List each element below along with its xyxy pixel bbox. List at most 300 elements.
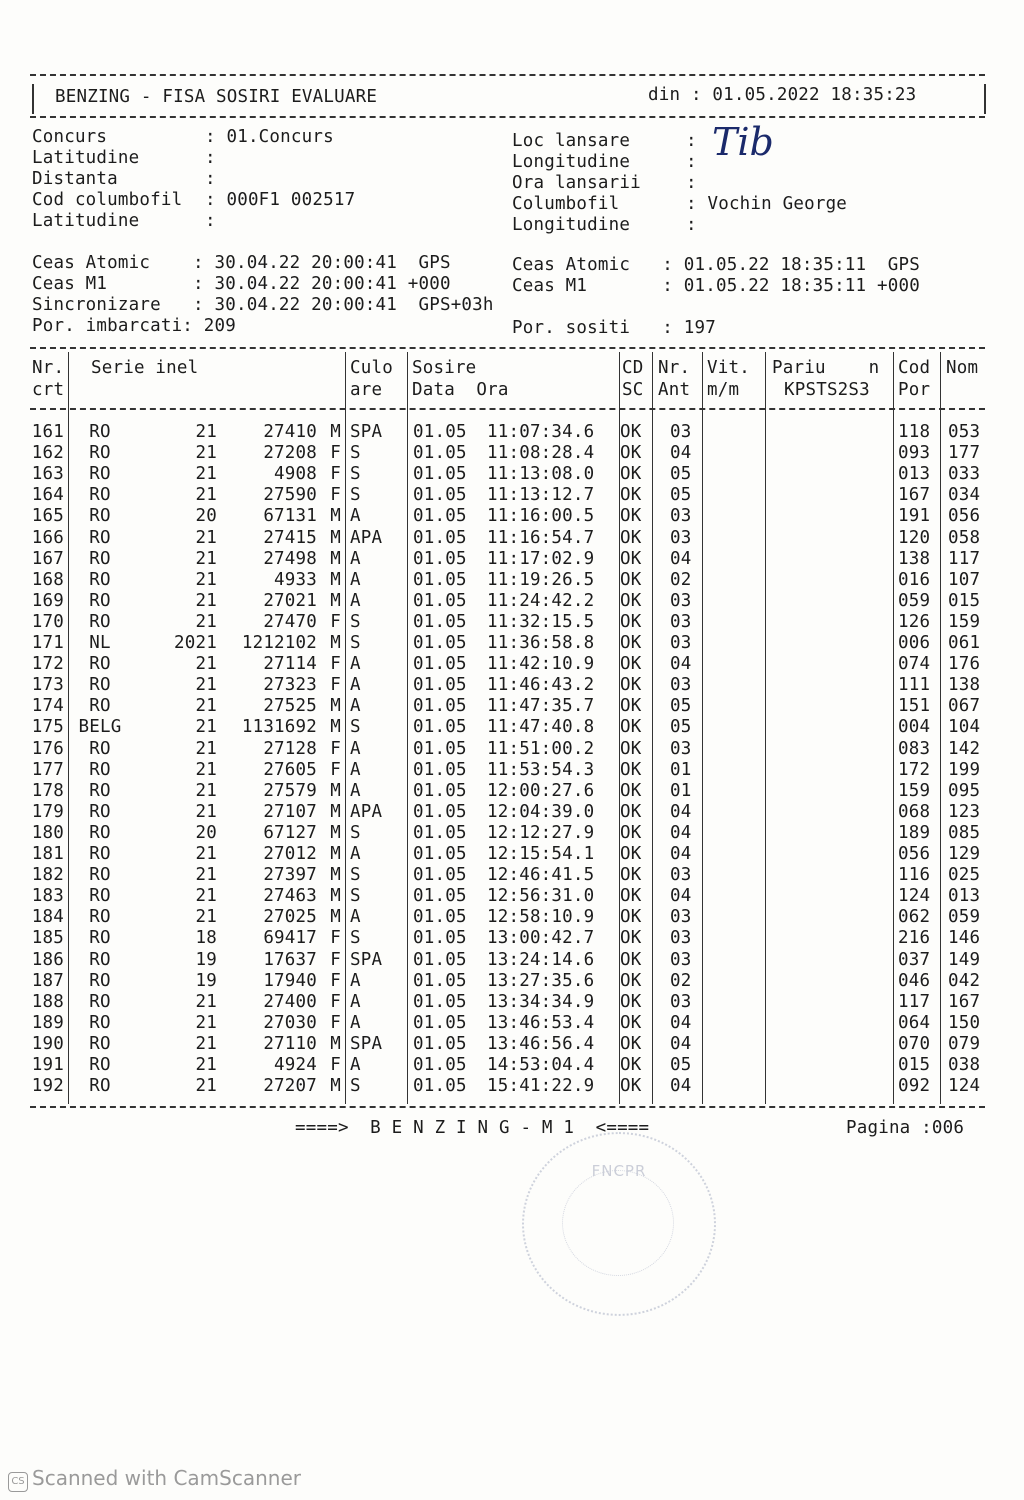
antenna: 03 (670, 907, 692, 928)
arrival-time: 11:07:34.6 (487, 422, 595, 442)
code-por: 159 (898, 780, 931, 801)
table-row (30, 844, 985, 865)
sex: M (330, 907, 341, 928)
ring-number: 27110 (263, 1033, 317, 1054)
nom: 129 (948, 844, 981, 864)
column-separator (765, 352, 766, 1104)
ring-number: 27400 (263, 991, 317, 1012)
arrival-time: 15:41:22.9 (487, 1076, 595, 1097)
nom: 124 (948, 1076, 981, 1097)
sex: M (330, 1033, 341, 1054)
nom: 025 (948, 865, 981, 886)
ring-number: 27410 (263, 422, 317, 442)
table-row (30, 443, 985, 464)
info-label: Distanta (32, 169, 118, 189)
ring-number: 27207 (263, 1076, 317, 1097)
code-por: 068 (898, 801, 931, 822)
color: A (350, 590, 361, 611)
table-header-rule (30, 408, 985, 410)
cd-status: OK (620, 590, 642, 611)
sex: F (330, 654, 341, 675)
arrival-date: 01.05 (413, 527, 467, 548)
header-vit-line2: m/m (707, 380, 740, 400)
nom: 038 (948, 1055, 981, 1075)
ring-year: 2021 (174, 633, 217, 653)
code-por: 138 (898, 548, 931, 569)
ring-number: 27128 (263, 738, 317, 759)
table-row (30, 950, 985, 971)
color: S (350, 865, 361, 886)
header-cod-line2: Por (898, 380, 931, 400)
info-value: : (686, 173, 697, 193)
ring-number: 27030 (263, 1012, 317, 1033)
table-row (30, 485, 985, 506)
arrival-date: 01.05 (413, 422, 467, 442)
color: APA (350, 527, 383, 548)
nom: 138 (948, 675, 981, 696)
table-row (30, 1034, 985, 1055)
ring-country: RO (89, 780, 111, 801)
antenna: 03 (670, 865, 692, 886)
ring-country: RO (89, 443, 111, 464)
arrival-time: 12:12:27.9 (487, 822, 595, 843)
arrival-date: 01.05 (413, 696, 467, 717)
row-number: 161 (31, 422, 64, 442)
ring-country: RO (89, 1012, 111, 1033)
header-sosire: Sosire (412, 358, 477, 378)
row-number: 187 (31, 970, 64, 991)
row-number: 186 (31, 949, 64, 970)
arrival-time: 11:46:43.2 (487, 675, 595, 696)
code-por: 070 (898, 1033, 931, 1054)
ring-country: RO (89, 675, 111, 696)
ring-country: RO (89, 422, 111, 442)
table-row (30, 971, 985, 992)
arrival-date: 01.05 (413, 590, 467, 611)
table-row (30, 886, 985, 907)
table-row (30, 760, 985, 781)
code-por: 046 (898, 970, 931, 991)
ring-country: RO (89, 569, 111, 590)
table-row (30, 528, 985, 549)
cd-status: OK (620, 1076, 642, 1097)
ring-year: 21 (195, 1055, 217, 1075)
nom: 059 (948, 907, 981, 928)
header-nrant: Nr. (658, 358, 691, 378)
row-number: 169 (31, 590, 64, 611)
cd-status: OK (620, 569, 642, 590)
nom: 107 (948, 569, 981, 590)
column-separator (407, 352, 408, 1104)
code-por: 124 (898, 886, 931, 907)
antenna: 03 (670, 949, 692, 970)
nom: 176 (948, 654, 981, 675)
info-label: Longitudine (512, 215, 631, 235)
table-row (30, 591, 985, 612)
nom: 199 (948, 759, 981, 780)
ring-year: 20 (195, 822, 217, 843)
arrival-time: 11:13:12.7 (487, 485, 595, 506)
header-nom: Nom (946, 358, 979, 378)
sex: F (330, 738, 341, 759)
arrival-time: 11:36:58.8 (487, 633, 595, 653)
nom: 104 (948, 717, 981, 738)
clock-line: Por. sositi : 197 (512, 318, 716, 338)
nom: 013 (948, 886, 981, 907)
sex: F (330, 485, 341, 506)
code-por: 083 (898, 738, 931, 759)
clock-line: Por. imbarcati: 209 (32, 316, 236, 336)
ring-country: RO (89, 1076, 111, 1097)
table-row (30, 865, 985, 886)
arrival-time: 11:51:00.2 (487, 738, 595, 759)
sex: F (330, 928, 341, 949)
arrival-date: 01.05 (413, 1033, 467, 1054)
ring-number: 27012 (263, 844, 317, 864)
ring-year: 21 (195, 485, 217, 506)
code-por: 118 (898, 422, 931, 442)
row-number: 189 (31, 1012, 64, 1033)
table-row (30, 696, 985, 717)
antenna: 04 (670, 1076, 692, 1097)
cd-status: OK (620, 949, 642, 970)
arrival-date: 01.05 (413, 801, 467, 822)
stamp-inner-ring (562, 1170, 674, 1276)
ring-number: 27397 (263, 865, 317, 886)
ring-country: RO (89, 548, 111, 569)
ring-country: NL (89, 633, 111, 653)
arrival-time: 14:53:04.4 (487, 1055, 595, 1075)
ring-year: 21 (195, 1076, 217, 1097)
arrival-time: 12:56:31.0 (487, 886, 595, 907)
cd-status: OK (620, 801, 642, 822)
code-por: 062 (898, 907, 931, 928)
ring-number: 27590 (263, 485, 317, 506)
antenna: 05 (670, 717, 692, 738)
code-por: 013 (898, 464, 931, 485)
color: A (350, 696, 361, 717)
ring-year: 21 (195, 590, 217, 611)
nom: 056 (948, 506, 981, 527)
arrival-time: 11:13:08.0 (487, 464, 595, 485)
ring-country: RO (89, 611, 111, 632)
code-por: 093 (898, 443, 931, 464)
ring-number: 17637 (263, 949, 317, 970)
antenna: 04 (670, 1033, 692, 1054)
ring-country: RO (89, 865, 111, 886)
arrival-time: 11:16:00.5 (487, 506, 595, 527)
sex: M (330, 780, 341, 801)
info-value: : (686, 215, 697, 235)
ring-number: 27114 (263, 654, 317, 675)
code-por: 172 (898, 759, 931, 780)
ring-country: RO (89, 464, 111, 485)
code-por: 064 (898, 1012, 931, 1033)
color: S (350, 1076, 361, 1097)
arrival-date: 01.05 (413, 991, 467, 1012)
info-label: Cod columbofil (32, 190, 183, 210)
arrival-date: 01.05 (413, 485, 467, 506)
nom: 117 (948, 548, 981, 569)
sex: M (330, 822, 341, 843)
cd-status: OK (620, 548, 642, 569)
stamp-text: FNCPR (591, 1162, 647, 1180)
color: SPA (350, 949, 383, 970)
color: A (350, 548, 361, 569)
antenna: 04 (670, 443, 692, 464)
color: A (350, 1012, 361, 1033)
arrival-date: 01.05 (413, 611, 467, 632)
antenna: 05 (670, 1055, 692, 1075)
cd-status: OK (620, 886, 642, 907)
nom: 061 (948, 633, 981, 653)
arrival-date: 01.05 (413, 1055, 467, 1075)
info-value: : 01.Concurs (205, 127, 334, 147)
sex: M (330, 569, 341, 590)
nom: 123 (948, 801, 981, 822)
clock-line: Sincronizare : 30.04.22 20:00:41 GPS+03h (32, 295, 494, 315)
arrival-time: 12:15:54.1 (487, 844, 595, 864)
code-por: 004 (898, 717, 931, 738)
ring-year: 21 (195, 527, 217, 548)
ring-number: 4908 (274, 464, 317, 485)
sex: F (330, 949, 341, 970)
cd-status: OK (620, 991, 642, 1012)
arrival-date: 01.05 (413, 1012, 467, 1033)
code-por: 092 (898, 1076, 931, 1097)
cd-status: OK (620, 1033, 642, 1054)
ring-year: 21 (195, 422, 217, 442)
antenna: 03 (670, 675, 692, 696)
code-por: 167 (898, 485, 931, 506)
row-number: 190 (31, 1033, 64, 1054)
arrival-time: 13:27:35.6 (487, 970, 595, 991)
arrival-date: 01.05 (413, 464, 467, 485)
info-value: : (205, 148, 216, 168)
ring-number: 27323 (263, 675, 317, 696)
ring-year: 21 (195, 654, 217, 675)
ring-number: 27579 (263, 780, 317, 801)
ring-year: 21 (195, 443, 217, 464)
arrival-time: 13:34:34.9 (487, 991, 595, 1012)
antenna: 04 (670, 548, 692, 569)
header-cd-line2: SC (622, 380, 644, 400)
info-value: : (205, 211, 216, 231)
code-por: 056 (898, 844, 931, 864)
ring-number: 67127 (263, 822, 317, 843)
nom: 033 (948, 464, 981, 485)
info-value: : (686, 152, 697, 172)
sex: M (330, 422, 341, 442)
arrival-time: 11:42:10.9 (487, 654, 595, 675)
color: S (350, 928, 361, 949)
ring-year: 21 (195, 759, 217, 780)
antenna: 04 (670, 822, 692, 843)
code-por: 016 (898, 569, 931, 590)
antenna: 03 (670, 738, 692, 759)
ring-year: 18 (195, 928, 217, 949)
ring-number: 27498 (263, 548, 317, 569)
code-por: 126 (898, 611, 931, 632)
code-por: 074 (898, 654, 931, 675)
antenna: 05 (670, 464, 692, 485)
header-vit: Vit. (707, 358, 750, 378)
color: A (350, 970, 361, 991)
cd-status: OK (620, 759, 642, 780)
sex: M (330, 886, 341, 907)
ring-country: RO (89, 1033, 111, 1054)
ring-year: 19 (195, 970, 217, 991)
info-value: : Vochin George (686, 194, 848, 214)
info-label: Columbofil (512, 194, 620, 214)
cd-status: OK (620, 780, 642, 801)
arrival-date: 01.05 (413, 759, 467, 780)
cd-status: OK (620, 506, 642, 527)
arrival-date: 01.05 (413, 675, 467, 696)
header-culo: Culo (350, 358, 393, 378)
color: S (350, 717, 361, 738)
antenna: 03 (670, 527, 692, 548)
sex: M (330, 633, 341, 653)
cd-status: OK (620, 738, 642, 759)
ring-year: 20 (195, 506, 217, 527)
color: A (350, 738, 361, 759)
ring-year: 21 (195, 675, 217, 696)
color: APA (350, 801, 383, 822)
antenna: 01 (670, 759, 692, 780)
color: A (350, 759, 361, 780)
row-number: 164 (31, 485, 64, 506)
column-separator (345, 352, 346, 1104)
code-por: 151 (898, 696, 931, 717)
ring-year: 21 (195, 696, 217, 717)
cd-status: OK (620, 717, 642, 738)
table-row (30, 739, 985, 760)
header-pariu: Pariu n (772, 358, 880, 378)
header-cd: CD (622, 358, 644, 378)
color: SPA (350, 1033, 383, 1054)
clock-line: Ceas Atomic : 01.05.22 18:35:11 GPS (512, 255, 920, 275)
header-culo-line2: are (350, 380, 383, 400)
ring-country: RO (89, 949, 111, 970)
antenna: 05 (670, 485, 692, 506)
arrival-time: 12:46:41.5 (487, 865, 595, 886)
arrival-time: 11:47:40.8 (487, 717, 595, 738)
row-number: 174 (31, 696, 64, 717)
antenna: 03 (670, 506, 692, 527)
arrival-date: 01.05 (413, 780, 467, 801)
table-row (30, 549, 985, 570)
header-nr-line2: crt (32, 380, 65, 400)
row-number: 191 (31, 1055, 64, 1075)
nom: 015 (948, 590, 981, 611)
antenna: 04 (670, 654, 692, 675)
code-por: 037 (898, 949, 931, 970)
sex: M (330, 801, 341, 822)
sex: F (330, 1055, 341, 1075)
color: S (350, 886, 361, 907)
watermark-text: Scanned with CamScanner (32, 1466, 301, 1490)
color: S (350, 822, 361, 843)
sex: F (330, 759, 341, 780)
arrival-time: 13:46:56.4 (487, 1033, 595, 1054)
arrival-date: 01.05 (413, 822, 467, 843)
report-date: din : 01.05.2022 18:35:23 (648, 85, 917, 105)
nom: 053 (948, 422, 981, 442)
arrival-date: 01.05 (413, 569, 467, 590)
column-separator (652, 352, 653, 1104)
arrival-date: 01.05 (413, 865, 467, 886)
row-number: 192 (31, 1076, 64, 1097)
cd-status: OK (620, 822, 642, 843)
color: A (350, 675, 361, 696)
clock-line: Ceas M1 : 01.05.22 18:35:11 +000 (512, 276, 920, 296)
arrival-date: 01.05 (413, 548, 467, 569)
antenna: 05 (670, 696, 692, 717)
color: A (350, 907, 361, 928)
sex: F (330, 970, 341, 991)
header-nr: Nr. (32, 358, 65, 378)
row-number: 178 (31, 780, 64, 801)
column-separator (893, 352, 894, 1104)
table-row (30, 823, 985, 844)
antenna: 01 (670, 780, 692, 801)
ring-country: RO (89, 844, 111, 864)
color: A (350, 991, 361, 1012)
ring-country: RO (89, 654, 111, 675)
code-por: 191 (898, 506, 931, 527)
cd-status: OK (620, 696, 642, 717)
table-row (30, 633, 985, 654)
camscanner-logo-icon: CS (8, 1472, 28, 1492)
antenna: 02 (670, 970, 692, 991)
cd-status: OK (620, 844, 642, 864)
footer-banner: ====> B E N Z I N G - M 1 <==== (295, 1118, 650, 1138)
ring-number: 27025 (263, 907, 317, 928)
ring-number: 27463 (263, 886, 317, 907)
color: S (350, 611, 361, 632)
nom: 095 (948, 780, 981, 801)
nom: 058 (948, 527, 981, 548)
cd-status: OK (620, 443, 642, 464)
table-row (30, 1076, 985, 1097)
antenna: 04 (670, 801, 692, 822)
nom: 079 (948, 1033, 981, 1054)
ring-year: 21 (195, 738, 217, 759)
nom: 159 (948, 611, 981, 632)
ring-number: 27415 (263, 527, 317, 548)
arrival-date: 01.05 (413, 717, 467, 738)
ring-year: 21 (195, 844, 217, 864)
scanner-watermark (8, 1466, 301, 1492)
ring-number: 27208 (263, 443, 317, 464)
nom: 150 (948, 1012, 981, 1033)
sex: M (330, 548, 341, 569)
ring-number: 67131 (263, 506, 317, 527)
color: A (350, 506, 361, 527)
arrival-time: 11:47:35.7 (487, 696, 595, 717)
row-number: 188 (31, 991, 64, 1012)
ring-year: 21 (195, 548, 217, 569)
arrival-time: 12:58:10.9 (487, 907, 595, 928)
info-label: Latitudine (32, 148, 140, 168)
arrival-time: 13:24:14.6 (487, 949, 595, 970)
ring-number: 27525 (263, 696, 317, 717)
nom: 067 (948, 696, 981, 717)
color: S (350, 464, 361, 485)
nom: 085 (948, 822, 981, 843)
arrival-date: 01.05 (413, 844, 467, 864)
